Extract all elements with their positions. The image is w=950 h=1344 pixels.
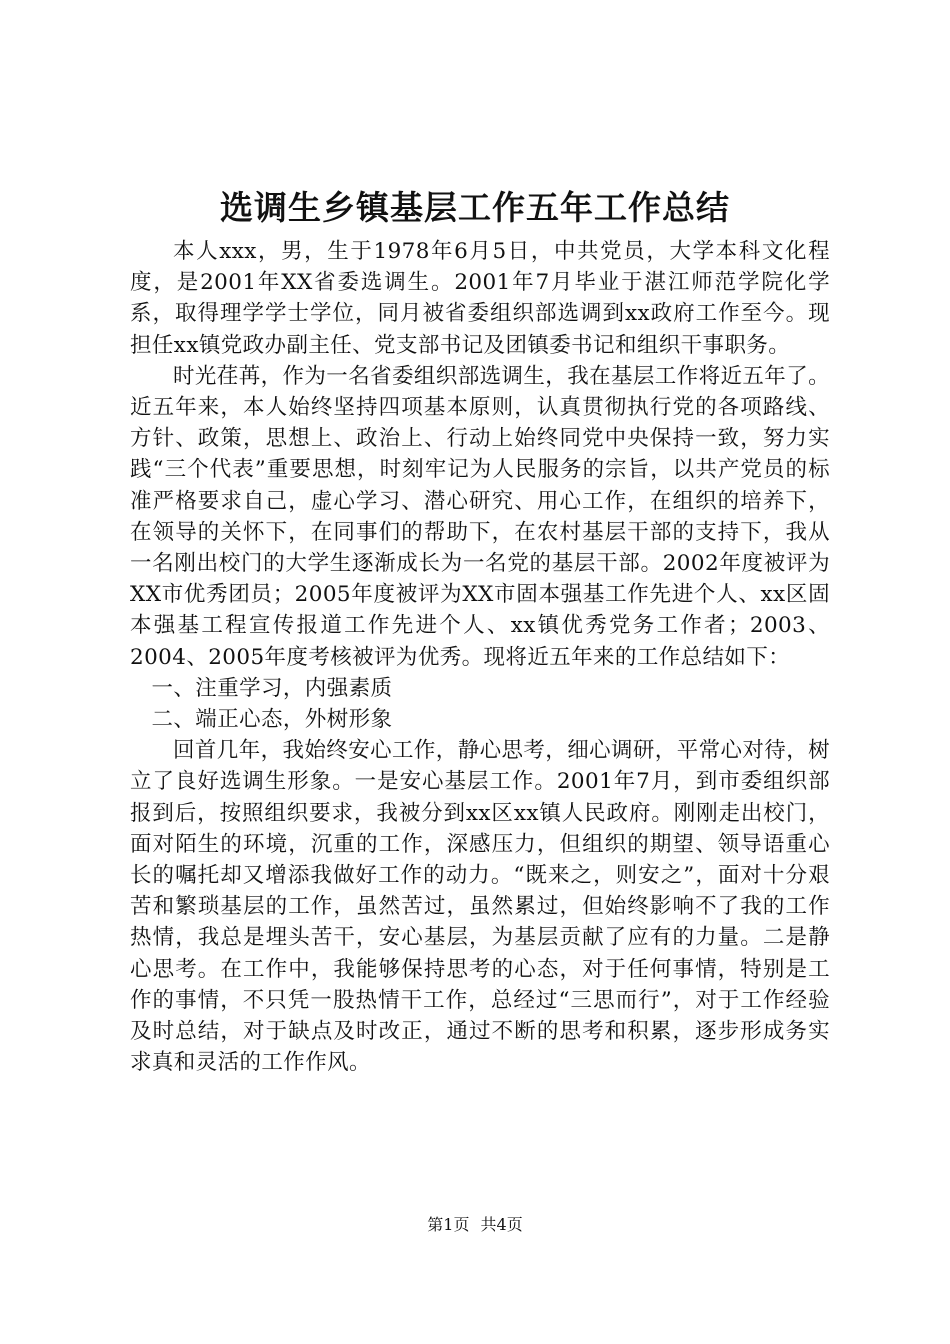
- document-title: 选调生乡镇基层工作五年工作总结: [220, 188, 730, 227]
- page-number: 第1页: [427, 1215, 470, 1234]
- document-body: [130, 236, 830, 1078]
- paragraph-overview: 时光荏苒，作为一名省委组织部选调生，我在基层工作将近五年了。近五年来，本人始终坚持四项基本原则，认真贯彻执行党的各项路线、方针、政策，思想上、政治上、行动上始终同党中央保持一致，努力实践“三个代表”重要思想，时刻牢记为人民服务的宗旨，以共产党员的标准严格要求自己，虚心学习、潜心研究、用心工作，在组织的培养下，在领导的关怀下，在同事们的帮助下，在农村基层干部的支持下，我从一名刚出校门的大学生逐渐成长为一名党的基层干部。2002年度被评为XX市优秀团员；2005年度被评为XX市固本强基工作先进个人、xx区固本强基工程宣传报道工作先进个人、xx镇优秀党务工作者；2003、2004、2005年度考核被评为优秀。现将近五年来的工作总结如下：: [130, 363, 831, 670]
- page-footer: [0, 1215, 950, 1235]
- page-total: 共4页: [480, 1215, 523, 1234]
- paragraph-intro: 本人xxx，男，生于1978年6月5日，中共党员，大学本科文化程度，是2001年XX省委选调生。2001年7月毕业于湛江师范学院化学系，取得理学学士学位，同月被省委组织部选调到xx政府工作至今。现担任xx镇党政办副主任、党支部书记及团镇委书记和组织干事职务。: [130, 239, 830, 358]
- section-heading-attitude: 二、端正心态，外树形象: [151, 707, 393, 733]
- paragraph-attitude: 回首几年，我始终安心工作，静心思考，细心调研，平常心对待，树立了良好选调生形象。一是安心基层工作。2001年7月，到市委组织部报到后，按照组织要求，我被分到xx区xx镇人民政府。刚刚走出校门，面对陌生的环境，沉重的工作，深感压力，但组织的期望、领导语重心长的嘱托却又增添我做好工作的动力。“既来之，则安之”，面对十分艰苦和繁琐基层的工作，虽然苦过，虽然累过，但始终影响不了我的工作热情，我总是埋头苦干，安心基层，为基层贡献了应有的力量。二是静心思考。在工作中，我能够保持思考的心态，对于任何事情，特别是工作的事情，不只凭一股热情干工作，总经过“三思而行”，对于工作经验及时总结，对于缺点及时改正，通过不断的思考和积累，逐步形成务实求真和灵活的工作作风。: [130, 738, 831, 1076]
- section-heading-study: 一、注重学习，内强素质: [151, 675, 393, 701]
